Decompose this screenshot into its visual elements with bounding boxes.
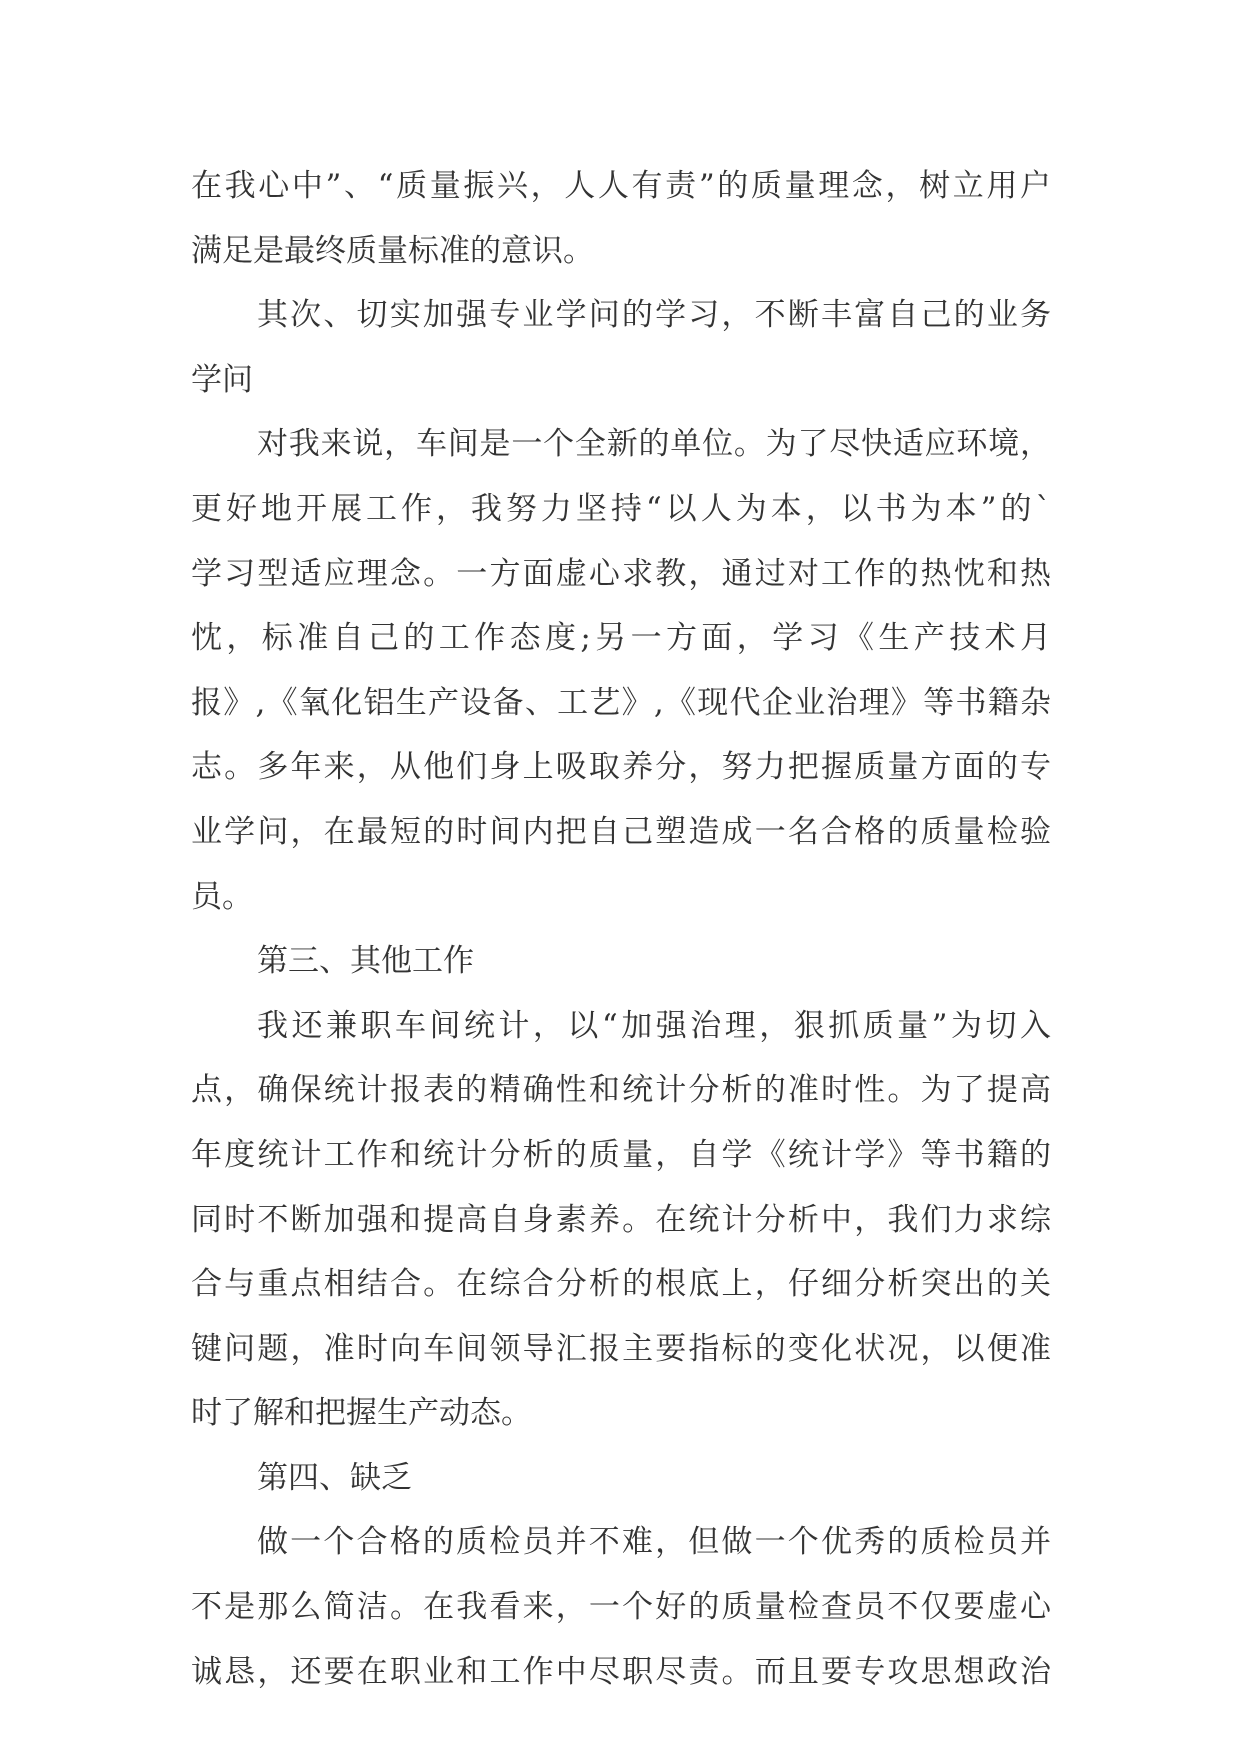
text-line: 年度统计工作和统计分析的质量，自学《统计学》等书籍的	[191, 1136, 1051, 1173]
section-heading: 第四、缺乏	[257, 1459, 412, 1496]
section-heading: 第三、其他工作	[257, 943, 474, 980]
text-line: 点，确保统计报表的精确性和统计分析的准时性。为了提高	[191, 1072, 1051, 1109]
text-line: 满足是最终质量标准的意识。	[191, 232, 594, 269]
text-line: 在我心中”、“质量振兴，人人有责”的质量理念，树立用户	[191, 168, 1051, 204]
text-line: 时了解和把握生产动态。	[191, 1395, 532, 1432]
section-heading: 其次、切实加强专业学问的学习，不断丰富自己的业务	[257, 297, 1051, 334]
text-line: 对我来说，车间是一个全新的单位。为了尽快适应环境，	[257, 426, 1051, 463]
section-heading: 学问	[191, 361, 253, 398]
text-line: 合与重点相结合。在综合分析的根底上，仔细分析突出的关	[191, 1266, 1051, 1303]
text-line: 志。多年来，从他们身上吸取养分，努力把握质量方面的专	[191, 749, 1051, 786]
text-line: 报》,《氧化铝生产设备、工艺》,《现代企业治理》等书籍杂	[191, 684, 1051, 721]
text-line: 员。	[191, 878, 253, 915]
text-line: 业学问，在最短的时间内把自己塑造成一名合格的质量检验	[191, 813, 1051, 850]
text-line: 忱，标准自己的工作态度;另一方面，学习《生产技术月	[191, 620, 1051, 657]
text-line: 做一个合格的质检员并不难，但做一个优秀的质检员并	[257, 1524, 1051, 1561]
document-body	[191, 154, 1051, 1704]
text-line: 我还兼职车间统计，以“加强治理，狠抓质量”为切入	[257, 1007, 1051, 1044]
text-line: 诚恳，还要在职业和工作中尽职尽责。而且要专攻思想政治	[191, 1653, 1051, 1690]
text-line: 不是那么简洁。在我看来，一个好的质量检查员不仅要虚心	[191, 1589, 1051, 1626]
text-line: 更好地开展工作，我努力坚持“以人为本，以书为本”的`	[191, 490, 1051, 527]
text-line: 同时不断加强和提高自身素养。在统计分析中，我们力求综	[191, 1201, 1051, 1238]
text-line: 键问题，准时向车间领导汇报主要指标的变化状况，以便准	[191, 1330, 1051, 1367]
text-line: 学习型适应理念。一方面虚心求教，通过对工作的热忱和热	[191, 555, 1051, 592]
